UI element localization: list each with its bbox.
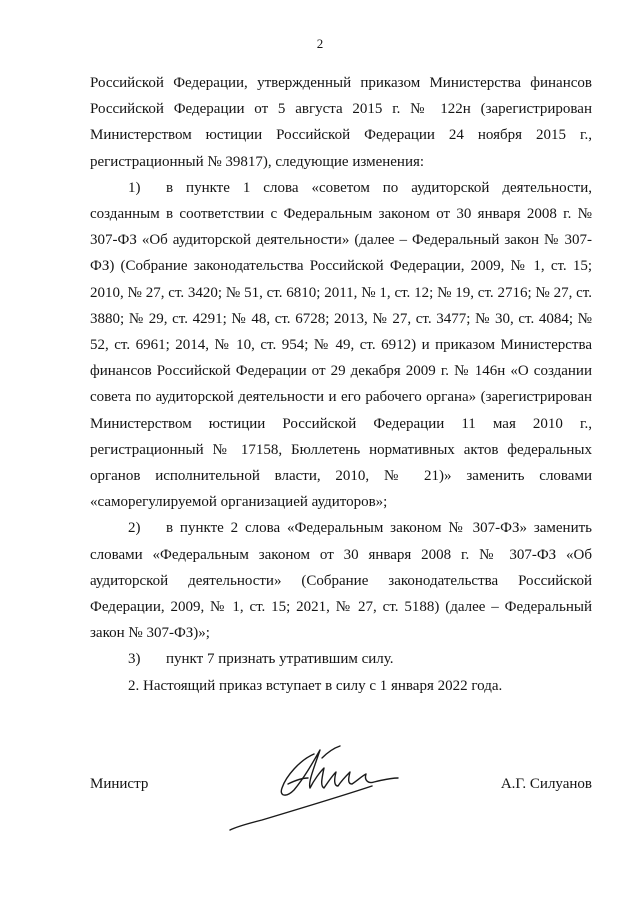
item-1-text: в пункте 1 слова «советом по аудиторской деятельности, созданным в соответствии с Федеральным законом от 30 января 2008 г. № 307-ФЗ «Об аудиторской деятельности» (далее – Федеральный закон № 307-ФЗ) (Собрание законодательства Российской Федерации, 2009, № 1, ст. 15; 2010, № 27, ст. 3420; № 51, ст. 6810; 2011, № 1, ст. 12; № 19, ст. 2716; № 27, ст. 3880; № 29, ст. 4291; № 48, ст. 6728; 2013, № 27, ст. 3477; № 30, ст. 4084; № 52, ст. 6961; 2014, № 10, ст. 954; № 49, ст. 6912) и приказом Министерства финансов Российской Федерации от 29 декабря 2009 г. № 146н «О создании совета по аудиторской деятельности и его рабочего органа» (зарегистрирован Министерством юстиции Российской Федерации 11 мая 2010 г., регистрационный № 17158, Бюллетень нормативных актов федеральных органов исполнительной власти, 2010, № 21)» заменить словами «саморегулируемой организацией аудиторов»;	[90, 179, 592, 511]
item-3-text: пункт 7 признать утратившим силу.	[166, 651, 394, 668]
signatory-role: Министр	[90, 776, 149, 792]
page-number: 2	[316, 36, 324, 51]
item-2-text: в пункте 2 слова «Федеральным законом № 307-ФЗ» заменить словами «Федеральным законом от 30 января 2008 г. № 307-ФЗ «Об аудиторской деятельности» (Собрание законодательства Российской Федерации, 2009, № 1, ст. 15; 2021, № 27, ст. 5188) (далее – Федеральный закон № 307-ФЗ)»;	[90, 520, 592, 642]
item-3	[90, 646, 592, 672]
final-clause: 2. Настоящий приказ вступает в силу с 1 января 2022 года.	[128, 677, 503, 694]
document-body	[90, 70, 592, 699]
handwritten-signature	[222, 738, 422, 834]
item-3-number: 3)	[128, 651, 141, 668]
signatory-name: А.Г. Силуанов	[500, 776, 592, 792]
item-2-number: 2)	[128, 520, 141, 537]
item-1	[90, 175, 592, 516]
item-1-number: 1)	[128, 179, 141, 196]
item-2	[90, 515, 592, 646]
intro-paragraph: Российской Федерации, утвержденный приказом Министерства финансов Российской Федерации от 5 августа 2015 г. № 122н (зарегистрирован Министерством юстиции Российской Федерации 24 ноября 2015 г., регистрационный № 39817), следующие изменения:	[90, 75, 592, 170]
